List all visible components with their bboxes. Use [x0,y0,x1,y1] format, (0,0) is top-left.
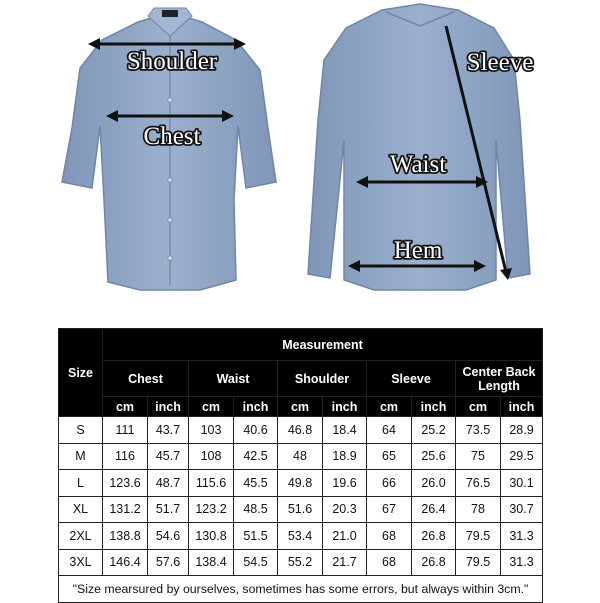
table-cell: 18.9 [323,443,367,470]
table-row [59,443,543,470]
table-cell: 146.4 [103,549,148,576]
table-cell: 51.7 [148,496,189,523]
table-cell: 53.4 [278,523,323,550]
table-cell: 21.0 [323,523,367,550]
group-header-shoulder: Shoulder [278,361,367,397]
table-cell: 25.6 [412,443,456,470]
table-cell: 115.6 [189,470,234,497]
table-cell: 29.5 [501,443,543,470]
table-row [59,496,543,523]
table-cell: 26.8 [412,523,456,550]
unit-header: cm [103,397,148,417]
table-cell: 19.6 [323,470,367,497]
unit-header: cm [367,397,412,417]
table-cell: 46.8 [278,417,323,444]
measurement-header: Measurement [103,329,543,361]
group-header-center-back-length: Center Back Length [456,361,543,397]
table-cell: 116 [103,443,148,470]
unit-header: inch [234,397,278,417]
table-cell: 48 [278,443,323,470]
table-cell: 138.8 [103,523,148,550]
table-cell: 45.7 [148,443,189,470]
table-cell: 20.3 [323,496,367,523]
table-cell: 26.0 [412,470,456,497]
table-row [59,470,543,497]
table-cell: 21.7 [323,549,367,576]
group-header-sleeve: Sleeve [367,361,456,397]
table-cell: 67 [367,496,412,523]
unit-header: inch [501,397,543,417]
table-cell: 51.5 [234,523,278,550]
table-cell: 28.9 [501,417,543,444]
table-cell: 45.5 [234,470,278,497]
table-cell: 79.5 [456,549,501,576]
unit-header: cm [456,397,501,417]
table-cell: 79.5 [456,523,501,550]
table-cell: 49.8 [278,470,323,497]
table-cell: 54.5 [234,549,278,576]
table-cell: 76.5 [456,470,501,497]
unit-header: cm [189,397,234,417]
table-cell: 138.4 [189,549,234,576]
table-cell: 64 [367,417,412,444]
table-cell: 26.4 [412,496,456,523]
table-cell: 31.3 [501,549,543,576]
size-cell: XL [59,496,103,523]
hem-label: Hem [393,237,443,264]
table-cell: 103 [189,417,234,444]
unit-header: inch [148,397,189,417]
chest-label: Chest [143,123,201,150]
size-chart-table [58,328,543,603]
waist-label: Waist [389,151,447,178]
table-cell: 30.1 [501,470,543,497]
table-cell: 30.7 [501,496,543,523]
table-cell: 68 [367,523,412,550]
table-cell: 65 [367,443,412,470]
table-cell: 111 [103,417,148,444]
table-row [59,417,543,444]
table-row [59,523,543,550]
group-header-chest: Chest [103,361,189,397]
size-header: Size [59,329,103,417]
unit-header: inch [412,397,456,417]
table-cell: 130.8 [189,523,234,550]
table-cell: 25.2 [412,417,456,444]
size-cell: 3XL [59,549,103,576]
shoulder-label: Shoulder [126,48,218,75]
table-cell: 48.5 [234,496,278,523]
table-row [59,549,543,576]
unit-header: cm [278,397,323,417]
table-cell: 68 [367,549,412,576]
table-cell: 108 [189,443,234,470]
measurement-note: "Size mearsured by ourselves, sometimes has some errors, but always within 3cm." [59,576,543,603]
sleeve-label: Sleeve [466,49,534,76]
table-cell: 54.6 [148,523,189,550]
table-cell: 48.7 [148,470,189,497]
table-cell: 55.2 [278,549,323,576]
size-cell: M [59,443,103,470]
table-cell: 40.6 [234,417,278,444]
table-cell: 73.5 [456,417,501,444]
size-cell: L [59,470,103,497]
table-cell: 123.2 [189,496,234,523]
table-cell: 131.2 [103,496,148,523]
table-cell: 31.3 [501,523,543,550]
table-cell: 78 [456,496,501,523]
table-cell: 42.5 [234,443,278,470]
size-cell: 2XL [59,523,103,550]
unit-header: inch [323,397,367,417]
table-cell: 75 [456,443,501,470]
table-cell: 43.7 [148,417,189,444]
group-header-waist: Waist [189,361,278,397]
table-cell: 57.6 [148,549,189,576]
size-cell: S [59,417,103,444]
table-cell: 66 [367,470,412,497]
table-cell: 26.8 [412,549,456,576]
table-cell: 123.6 [103,470,148,497]
table-cell: 51.6 [278,496,323,523]
table-cell: 18.4 [323,417,367,444]
